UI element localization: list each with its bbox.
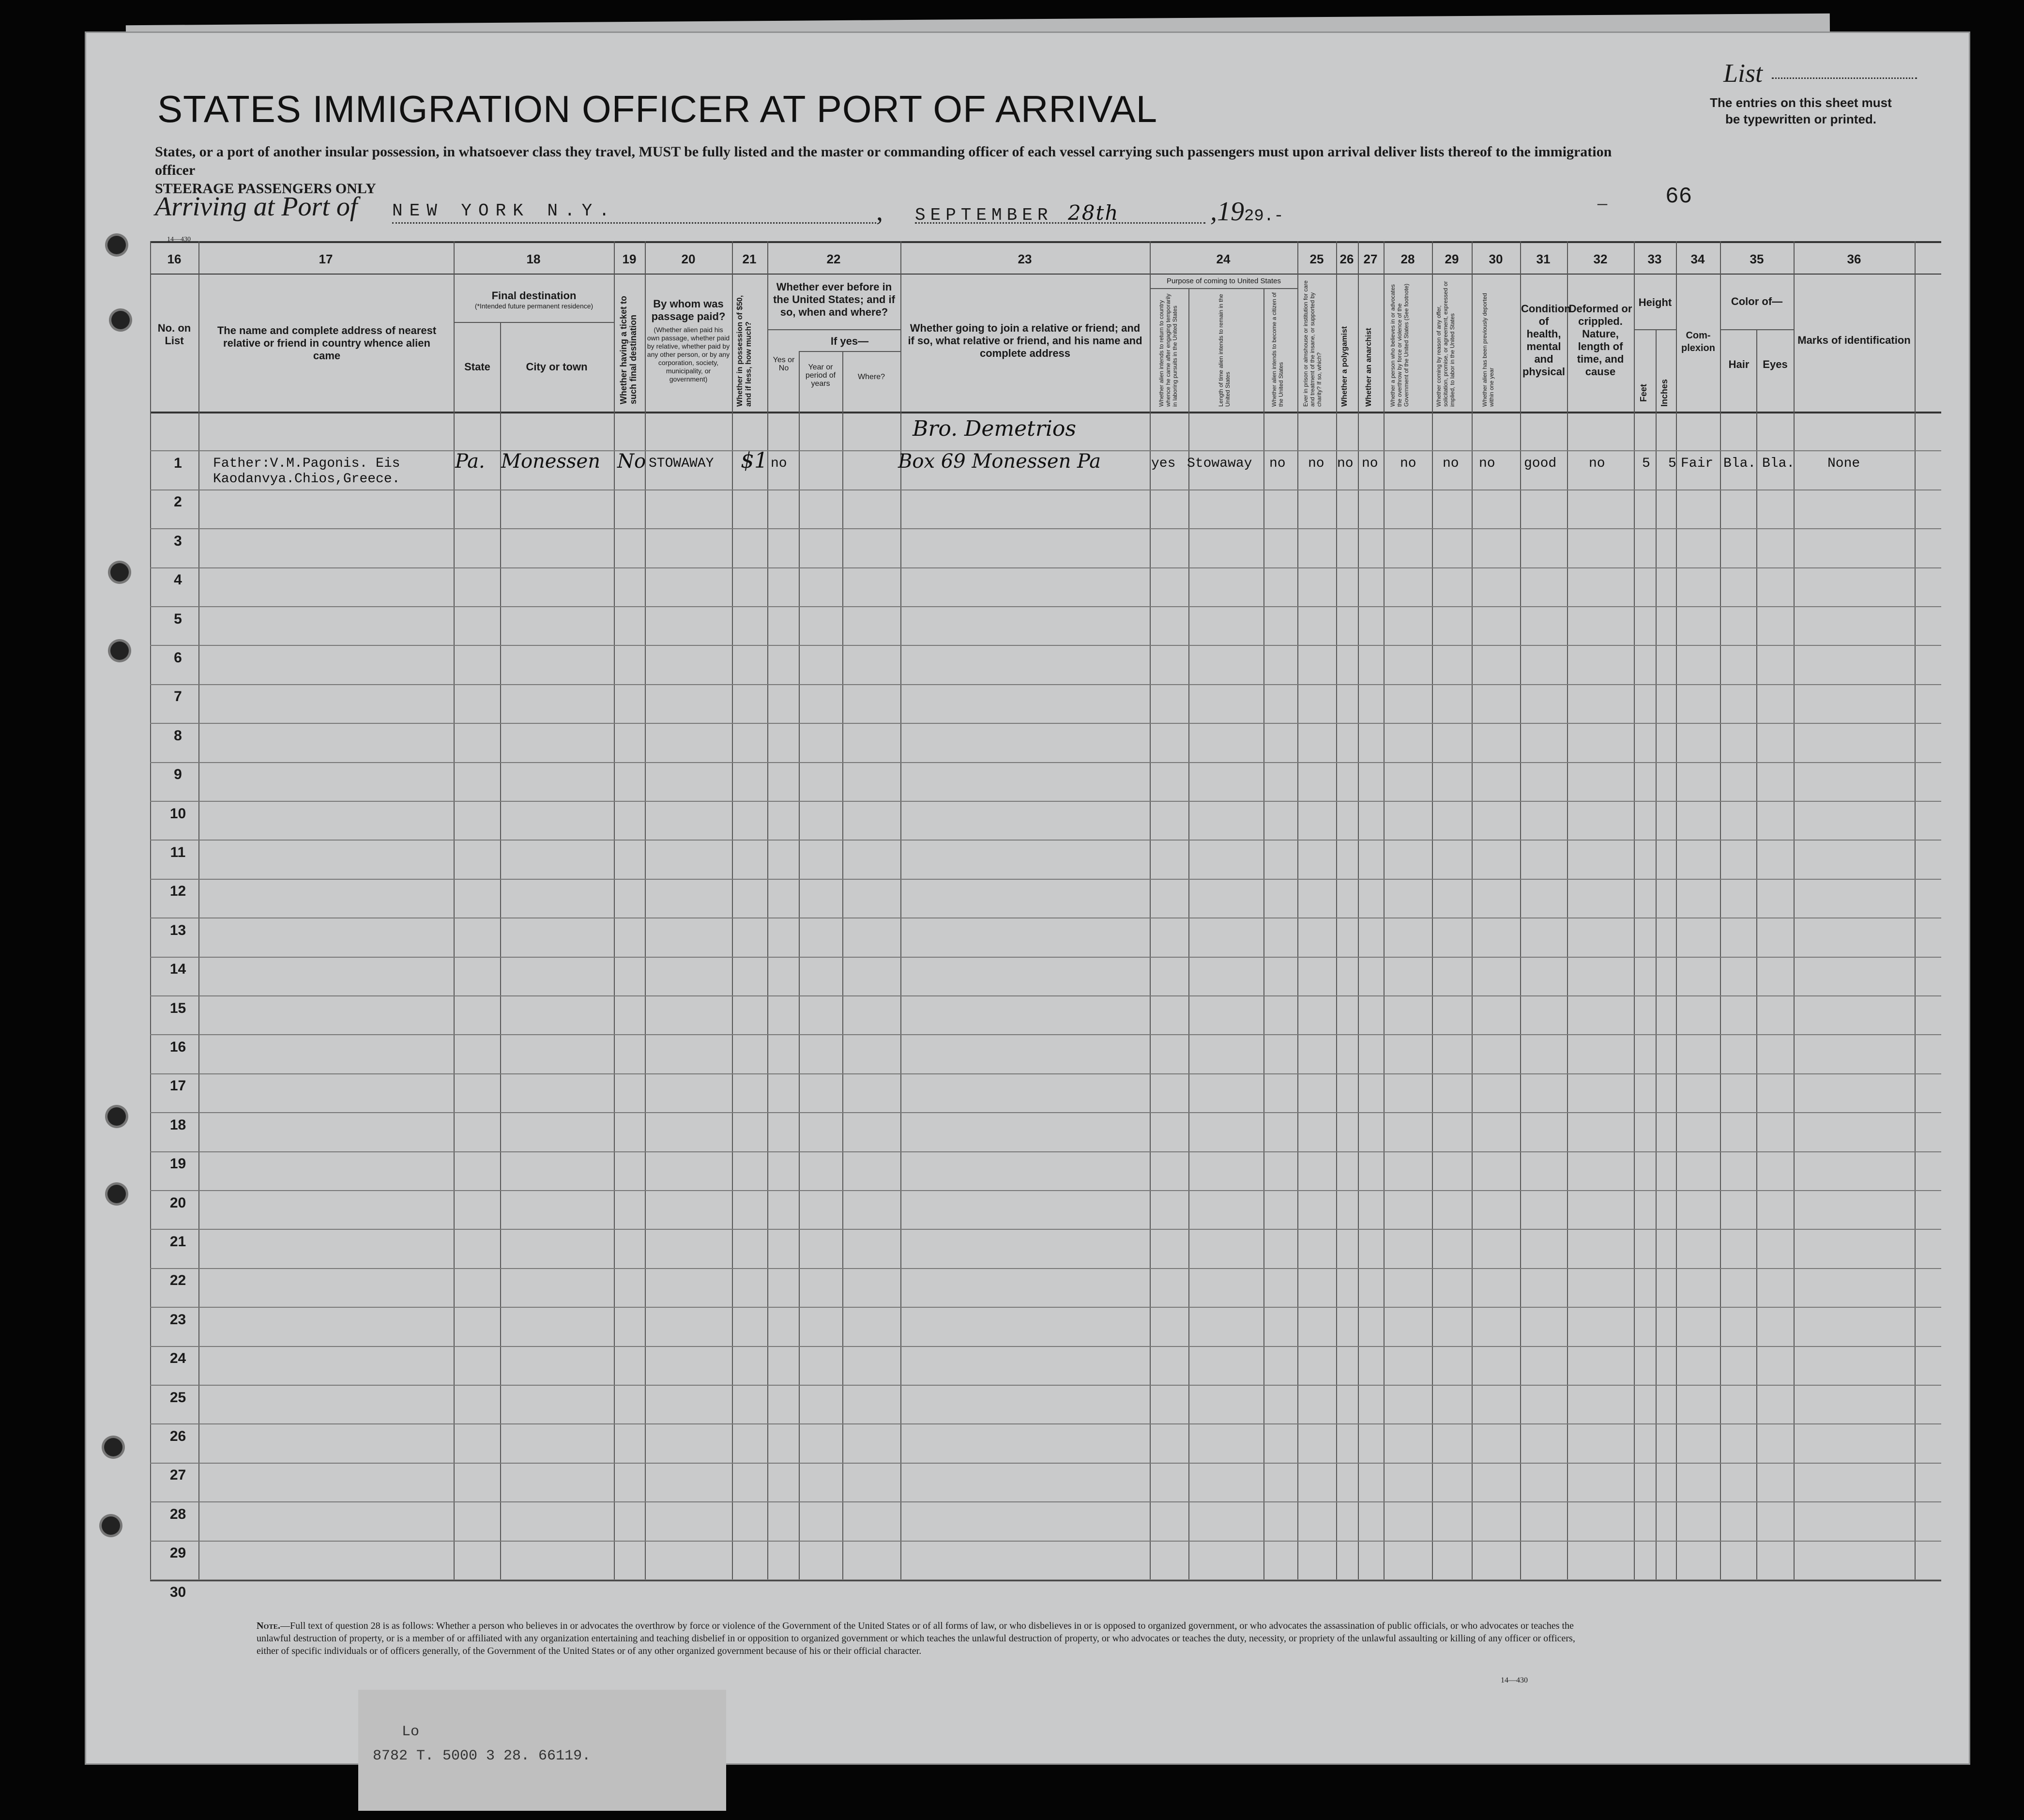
header-join-relative: Whether going to join a relative or friend; and if so, what relative or friend, and his name and complete address [908, 322, 1142, 359]
row-line [150, 1423, 1941, 1424]
subheader-rule [1720, 329, 1794, 330]
header-prison: Ever in prison or almshouse or institution for care and treatment of the insane, or supported by charity? If so, which? [1302, 280, 1323, 407]
header-purpose: Purpose of coming to United States [1167, 277, 1281, 285]
col-line [1676, 241, 1677, 1579]
entry-anarchist: no [1362, 456, 1378, 471]
list-label: List [1723, 59, 1763, 88]
row-number: 16 [169, 1039, 186, 1055]
row-number: 4 [174, 572, 182, 588]
col-line [1384, 241, 1385, 1579]
col-line [198, 241, 199, 1579]
header-color-of: Color of— [1731, 295, 1783, 307]
row-number: 17 [169, 1078, 186, 1094]
row-number: 1 [174, 455, 182, 471]
entry-join-line-1: Bro. Demetrios [913, 416, 1076, 441]
relative-address-line-1: Father:V.M.Pagonis. Eis [213, 456, 400, 471]
column-number: 36 [1847, 252, 1861, 266]
row-line [150, 840, 1941, 841]
header-year-period: Year or period of years [805, 363, 836, 388]
row-line [150, 1268, 1941, 1269]
row-line [150, 1463, 1941, 1464]
col-line [1634, 241, 1635, 1579]
header-anarchist: Whether an anarchist [1365, 328, 1373, 407]
row-number: 11 [170, 844, 186, 860]
row-line [150, 645, 1941, 646]
row-number: 30 [169, 1584, 186, 1600]
punch-hole [107, 1185, 126, 1203]
header-yes-no: Yes or No [773, 356, 795, 372]
corner-form-number: 14—430 [167, 236, 191, 243]
entry-marks: None [1827, 456, 1860, 471]
column-number: 20 [681, 252, 696, 266]
date-month: SEPTEMBER [915, 205, 1053, 225]
manifest-sheet [85, 31, 1970, 1765]
header-height: Height [1638, 296, 1672, 308]
row-line [150, 762, 1941, 763]
header-state: State [464, 361, 490, 373]
header-feet: Feet [1639, 383, 1648, 402]
row-line [150, 1385, 1941, 1386]
col-line [1567, 241, 1568, 1579]
subheader-rule [454, 322, 614, 323]
col-line [1794, 241, 1795, 1579]
arriving-label: Arriving at Port of [155, 192, 358, 222]
column-number: 28 [1400, 252, 1415, 266]
row-line [150, 567, 1941, 568]
header-passage-paid [647, 298, 730, 383]
row-line [150, 1034, 1941, 1035]
entry-ticket: No [617, 450, 646, 473]
row-number: 22 [169, 1272, 186, 1289]
col-line [454, 241, 455, 1579]
row-line [150, 606, 1941, 607]
entry-state: Pa. [455, 450, 485, 473]
row-line [150, 1346, 1941, 1347]
column-number: 17 [319, 252, 333, 266]
row-line [150, 684, 1941, 685]
header-purpose-citizen: Whether alien intends to become a citizen of the United States [1271, 292, 1284, 407]
row-number: 7 [174, 688, 182, 705]
entries-note [1680, 94, 1922, 127]
row-line [150, 1190, 1941, 1191]
row-number: 9 [174, 766, 182, 783]
header-health: Condition of health, mental and physical [1521, 303, 1571, 378]
entry-q28: no [1400, 456, 1416, 471]
entry-inches: 5 [1668, 456, 1676, 471]
row-line [150, 1112, 1941, 1113]
header-city: City or town [526, 361, 588, 373]
header-q29: Whether coming by reason of any offer, solicitation, promise, or agreement, expressed or implied, to labor in the United States [1435, 281, 1456, 407]
row-line [150, 801, 1941, 802]
header-complexion: Com-plexion [1681, 330, 1715, 353]
punch-hole [110, 642, 129, 660]
header-if-yes: If yes— [830, 335, 869, 347]
row-number: 28 [169, 1506, 186, 1522]
row-number: 15 [169, 1000, 186, 1016]
entry-eyes: Bla. [1762, 456, 1795, 471]
row-line [150, 995, 1941, 996]
row-line [150, 1229, 1941, 1230]
row-number: 27 [169, 1467, 186, 1484]
row-number: 21 [169, 1234, 186, 1250]
header-purpose-length: Length of time alien intends to remain in the United States [1217, 294, 1231, 407]
col-line [1915, 241, 1916, 1579]
page-title: STATES IMMIGRATION OFFICER AT PORT OF ARRIVAL [157, 88, 1158, 130]
header-hair: Hair [1728, 358, 1750, 370]
col-line [1656, 329, 1657, 1579]
header-purpose-return: Whether alien intends to return to country whence he came after engaging temporarily in laboring pursuits in the United States [1158, 293, 1178, 407]
footnote-text: —Full text of question 28 is as follows: Whether a person who believes in or advocates the overthrow by force or violence of the Government of the United States or of all forms of law, or who disbelieves in or is opposed to organized government, or who advocates the assassination of public officials, or who advocates or teaches the unlawful destruction of property, or is a member of or affiliated with any organization entertaining and teaching disbelief in or opposition to organized government or which teaches the unlawful destruction of property, or who advocates or teaches the duty, necessity, or propriety of the unlawful assaulting or killing of any officer or officers, either of specific individuals or of officers generally, of the Government of the United States or of any other organized government because of his or their official character. [257, 1621, 1575, 1656]
row-number: 8 [174, 727, 182, 744]
column-number: 21 [742, 252, 757, 266]
slip-stamp-line-2: 8782 T. 5000 3 28. 66119. [373, 1748, 591, 1764]
column-number: 32 [1593, 252, 1608, 266]
column-number: 29 [1445, 252, 1459, 266]
dash-mark: – [1598, 192, 1607, 214]
column-number: 24 [1216, 252, 1231, 266]
header-no-on-list: No. on List [157, 322, 191, 347]
entry-money: $1 [741, 448, 768, 473]
col-line [1720, 241, 1721, 1579]
column-number: 23 [1018, 252, 1032, 266]
passage-paid-label: By whom was passage paid? [651, 298, 726, 322]
row-number: 13 [169, 922, 186, 938]
column-number: 31 [1536, 252, 1551, 266]
punch-hole [111, 311, 130, 329]
header-q28: Whether a person who believes in or advocates the overthrow by force or violence of the Government of the United States (See footnote) [1389, 283, 1410, 407]
entry-polygamist: no [1337, 456, 1354, 471]
row-line [150, 1151, 1941, 1152]
final-destination-label: Final destination [491, 290, 577, 302]
col-line [799, 351, 800, 1579]
entry-q30: no [1479, 456, 1495, 471]
col-line [1756, 329, 1757, 1579]
entries-note-line-2: be typewritten or printed. [1725, 112, 1877, 126]
punch-hole [110, 563, 129, 581]
header-where: Where? [857, 373, 885, 381]
column-number: 33 [1647, 252, 1662, 266]
entry-purpose-length: Stowaway [1187, 456, 1252, 471]
col-line [1150, 241, 1151, 1579]
subheader-rule [767, 329, 900, 330]
list-number-line [1772, 77, 1917, 79]
row-number: 2 [174, 494, 182, 510]
date-day: 28th [1068, 201, 1119, 225]
date-field [915, 201, 1205, 224]
header-nearest-relative: The name and complete address of nearest relative or friend in country whence alien came [217, 324, 437, 362]
row-line [150, 528, 1941, 529]
column-number: 25 [1309, 252, 1324, 266]
final-destination-sub: (*Intended future permanent residence) [474, 302, 594, 310]
footnote-label: Note. [257, 1621, 281, 1631]
column-number-rule [150, 274, 1941, 275]
column-number: 18 [526, 252, 541, 266]
header-possession-50: Whether in possession of $50, and if less, how much? [736, 295, 753, 407]
row-number: 12 [169, 883, 186, 900]
column-number: 27 [1363, 252, 1378, 266]
header-inches: Inches [1659, 379, 1669, 407]
row-line [150, 1541, 1941, 1542]
instructions-line-2: STEERAGE PASSENGERS ONLY [155, 181, 376, 197]
col-line [614, 241, 615, 1579]
col-line [1520, 241, 1521, 1579]
header-ever-before: Whether ever before in the United States; and if so, when and where? [773, 281, 895, 318]
header-q30: Whether alien has been previously deported within one year [1481, 293, 1495, 407]
row-line [150, 1579, 1941, 1580]
row-number: 24 [169, 1350, 186, 1367]
col-line [645, 241, 646, 1579]
col-line [1472, 241, 1473, 1579]
col-line [842, 351, 843, 1579]
row-number: 5 [174, 611, 182, 627]
row-number: 26 [169, 1428, 186, 1444]
entry-purpose-return: yes [1151, 456, 1176, 471]
entry-join-line-2: Box 69 Monessen Pa [898, 450, 1101, 473]
row-number: 25 [169, 1389, 186, 1406]
row-number: 20 [169, 1194, 186, 1211]
row-line [150, 957, 1941, 958]
instructions [155, 143, 1631, 198]
underlying-slip [358, 1690, 726, 1811]
year-field: ,1929.- [1210, 197, 1284, 227]
form-number: 14—430 [1501, 1676, 1528, 1684]
relative-address-line-2: Kaodanvya.Chios,Greece. [213, 472, 400, 487]
year-prefix: 19 [1217, 197, 1244, 227]
entry-ever-before: no [771, 456, 787, 471]
col-line [1297, 241, 1298, 1579]
col-line [900, 241, 901, 1579]
column-number: 19 [622, 252, 637, 266]
comma-separator: , [876, 197, 883, 227]
punch-hole [102, 1516, 120, 1535]
column-number: 30 [1489, 252, 1503, 266]
punch-hole [107, 236, 126, 254]
subheader-rule [1150, 288, 1297, 289]
header-ticket: Whether having a ticket to such final destination [619, 295, 638, 404]
row-line [150, 879, 1941, 880]
col-line [500, 322, 501, 1579]
entry-city: Monessen [501, 450, 600, 473]
footnote [257, 1620, 1588, 1657]
col-line [1432, 241, 1433, 1579]
row-line [150, 723, 1941, 724]
subheader-rule [1634, 329, 1676, 330]
entry-health: good [1524, 456, 1557, 471]
entry-hair: Bla. [1723, 456, 1756, 471]
slip-stamp-line-1: Lo [402, 1724, 420, 1740]
header-final-destination [455, 290, 613, 310]
entry-complexion: Fair [1681, 456, 1714, 471]
entry-purpose-citizen: no [1269, 456, 1286, 471]
header-eyes: Eyes [1763, 358, 1788, 370]
column-number: 26 [1339, 252, 1354, 266]
col-line [732, 241, 733, 1579]
row-number: 3 [174, 533, 182, 549]
entry-deformed: no [1589, 456, 1605, 471]
row-number: 23 [169, 1311, 186, 1328]
entry-prison: no [1308, 456, 1324, 471]
row-number: 6 [174, 650, 182, 666]
sheet-number: 66 [1665, 184, 1692, 209]
punch-hole [107, 1107, 126, 1126]
instructions-line-1: States, or a port of another insular possession, in whatsoever class they travel, MUST be fully listed and the master or commanding officer of each vessel carrying such passengers must upon arrival deliver lists thereof to the immigration officer [155, 144, 1612, 178]
column-number: 35 [1750, 252, 1764, 266]
row-number: 14 [169, 961, 186, 978]
col-line [1358, 241, 1359, 1579]
col-line [767, 241, 768, 1579]
row-line [150, 1307, 1941, 1308]
entry-passage-paid: STOWAWAY [649, 456, 714, 471]
col-line [1336, 241, 1337, 1579]
entries-note-line-1: The entries on this sheet must [1710, 95, 1892, 110]
row-number: 18 [169, 1116, 186, 1133]
row-number: 19 [169, 1156, 186, 1172]
header-marks: Marks of identification [1797, 334, 1911, 346]
passage-paid-sub: (Whether alien paid his own passage, whether paid by relative, whether paid by any other person, or by any corporation, society, municipality, or government) [647, 326, 730, 383]
row-line [150, 1073, 1941, 1074]
column-number: 34 [1690, 252, 1705, 266]
row-number: 10 [169, 805, 186, 822]
col-line [150, 241, 151, 1579]
header-deformed: Deformed or crippled. Nature, length of time, and cause [1568, 303, 1632, 378]
row-line [150, 489, 1941, 490]
row-line [150, 1501, 1941, 1502]
port-field: NEW YORK N.Y. [392, 201, 876, 224]
column-number: 16 [167, 252, 182, 266]
header-polygamist: Whether a polygamist [1340, 326, 1349, 407]
entry-feet: 5 [1642, 456, 1650, 471]
column-number: 22 [826, 252, 841, 266]
table-top-rule [150, 241, 1941, 243]
punch-hole [104, 1438, 122, 1456]
entry-q29: no [1443, 456, 1459, 471]
subheader-rule [799, 351, 900, 352]
header-bottom-rule [150, 412, 1941, 413]
year-suffix: 29.- [1244, 207, 1284, 226]
row-number: 29 [169, 1545, 186, 1561]
